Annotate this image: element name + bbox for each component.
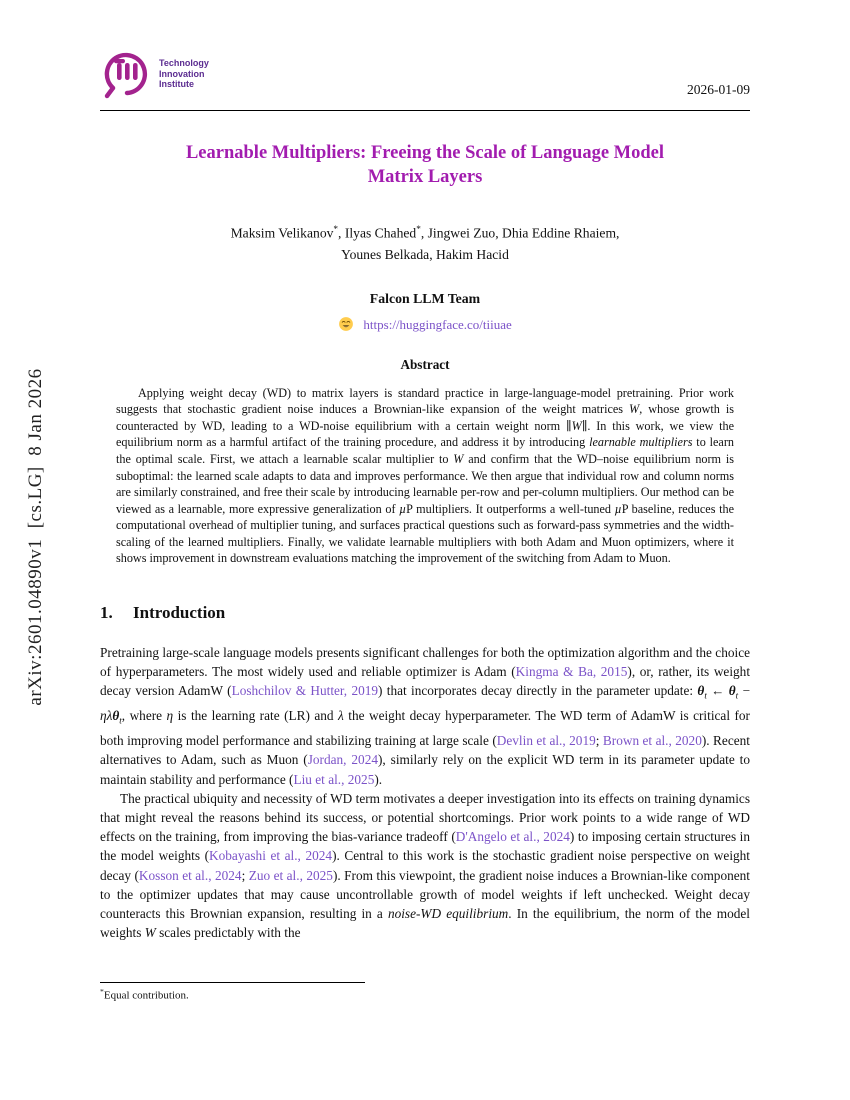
citation-link[interactable]: Brown et al., 2020	[602, 733, 702, 749]
hugging-face-icon	[338, 316, 354, 332]
paper-title-line: Matrix Layers	[367, 167, 483, 187]
footnote	[100, 982, 750, 1002]
citation-link[interactable]: Devlin et al., 2019	[496, 733, 596, 749]
author-line: Maksim Velikanov*, Ilyas Chahed*, Jingwei Zuo, Dhia Eddine Rhaiem,	[230, 224, 620, 241]
author-list	[100, 219, 750, 265]
intro-paragraph-2: The practical ubiquity and necessity of WD term motivates a deeper investigation into its effects on training dynamics that might reveal the reasons behind its success, or potential shortcomings. Prior work points to a wide range of WD effects on the training, from improving the bias-variance tradeoff (D'Angelo et al., 2024) to imposing certain structures in the model weights (Kobayashi et al., 2024). Central to this work is the stochastic gradient noise perspective on weight decay (Kosson et al., 2024; Zuo et al., 2025). From this viewpoint, the gradient noise induces a Brownian-like component to the optimizer updates that may cause uncontrollable growth of model weights if left unchecked. Weight decay counteracts this Brownian expansion, resulting in a noise-WD equilibrium. In the equilibrium, the norm of the model weights W scales predictably with the	[100, 790, 750, 941]
section-1-heading	[100, 603, 750, 623]
logo-text-line: Institute	[159, 79, 194, 90]
author-line: Younes Belkada, Hakim Hacid	[341, 246, 509, 262]
tii-logo-text	[159, 58, 209, 90]
citation-link[interactable]: Kingma & Ba, 2015	[515, 664, 628, 680]
header-rule	[100, 110, 750, 111]
logo-text-line: Innovation	[159, 68, 205, 79]
citation-link[interactable]: D'Angelo et al., 2024	[455, 829, 570, 845]
tii-logo	[100, 48, 209, 100]
team-name: Falcon LLM Team	[369, 290, 481, 306]
tii-logo-icon	[100, 48, 152, 100]
abstract-text: Applying weight decay (WD) to matrix layers is standard practice in large-language-model pretraining. Prior work suggests that stochastic gradient noise induces a Brownian-like expansion of the weight matrices W, whose growth is counteracted by WD, leading to a WD-noise equilibrium with a certain weight norm ∥W∥. In this work, we view the equilibrium norm as a harmful artifact of the training procedure, and address it by introducing learnable multipliers to learn the optimal scale. First, we attach a learnable scalar multiplier to W and confirm that the WD–noise equilibrium norm is suboptimal: the learned scale adapts to data and improves performance. We then argue that individual row and column norms are similarly constrained, and free their scale by introducing learnable per-row and per-column multipliers. Our method can be viewed as a learnable, more expressive generalization of µP multipliers. It outperforms a well-tuned µP baseline, reduces the computational overhead of multiplier tuning, and surfaces practical questions such as forward-pass symmetries and the width-scaling of the learned multipliers. Finally, we validate learnable multipliers with both Adam and Muon optimizers, where it shows improvement in downstream evaluations matching the improvement of the switching from Adam to Muon.	[116, 385, 734, 566]
footnote-label: Equal contribution.	[103, 989, 189, 1002]
citation-link[interactable]: Loshchilov & Hutter, 2019	[231, 683, 379, 699]
arxiv-watermark-text: arXiv:2601.04890v1 [cs.LG] 8 Jan 2026	[25, 368, 46, 706]
abstract-heading: Abstract	[400, 356, 450, 372]
page-header	[100, 0, 750, 100]
citation-link[interactable]: Jordan, 2024	[307, 752, 378, 768]
intro-paragraph-1: Pretraining large-scale language models presents significant challenges for both the optimization algorithm and the choice of hyperparameters. The most widely used and reliable optimizer is Adam (Kingma & Ba, 2015), or, rather, its weight decay version AdamW (Loshchilov & Hutter, 2019) that incorporates decay directly in the parameter update: $\theta_t$ ← $\theta_t - \eta\lambda\theta_t$, where η is the learning rate (LR) and λ the weight decay hyperparameter. The WD term of AdamW is critical for both improving model performance and stabilizing training at large scale (Devlin et al., 2019; Brown et al., 2020). Recent alternatives to Adam, such as Muon (Jordan, 2024), similarly rely on the explicit WD term in its parameter update to maintain stability and performance (Liu et al., 2025).	[100, 645, 751, 787]
paper-title-line: Learnable Multipliers: Freeing the Scale of Language Model	[185, 143, 665, 163]
team-link-row	[100, 316, 750, 333]
citation-link[interactable]: Kosson et al., 2024	[138, 867, 242, 883]
footnote-text	[100, 987, 750, 1002]
section-title: Introduction	[133, 603, 226, 623]
citation-link[interactable]: Kobayashi et al., 2024	[209, 848, 333, 864]
paper-title	[100, 141, 750, 189]
huggingface-link[interactable]: https://huggingface.co/tiiuae	[363, 316, 512, 332]
footnote-rule	[100, 982, 365, 983]
logo-text-line: Technology	[159, 58, 209, 69]
footnote-marker: *	[100, 987, 104, 996]
section-number: 1.	[100, 603, 113, 623]
citation-link[interactable]: Zuo et al., 2025	[248, 867, 333, 883]
citation-link[interactable]: Liu et al., 2025	[293, 771, 375, 787]
paper-date: 2026-01-09	[687, 82, 750, 97]
